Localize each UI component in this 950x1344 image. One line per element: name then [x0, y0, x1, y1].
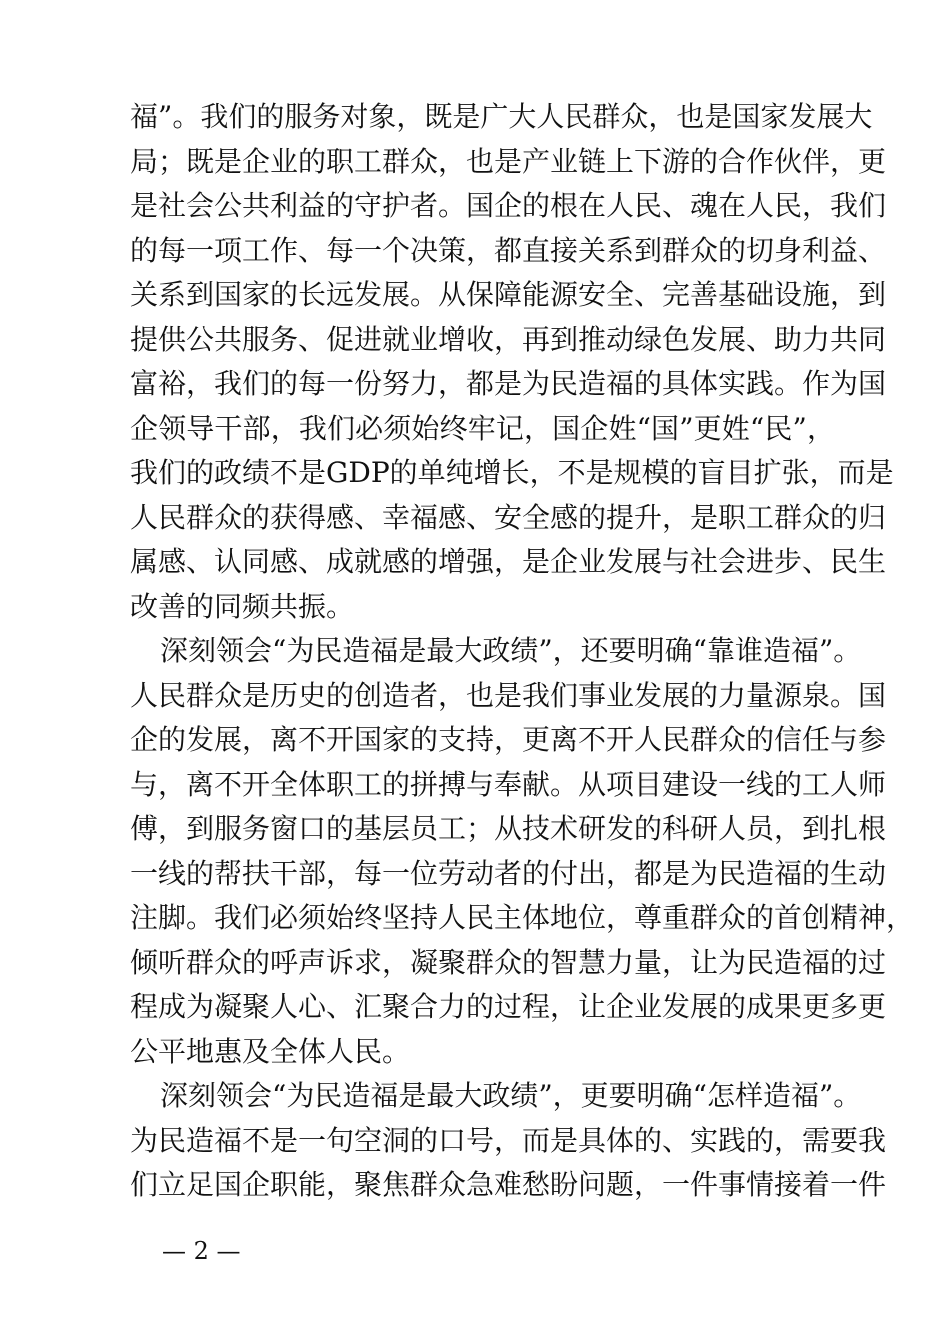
text-line: 企领导干部，我们必须始终牢记，国企姓“国”更姓“民”，: [130, 411, 835, 445]
text-line: 与，离不开全体职工的拼搏与奉献。从项目建设一线的工人师: [130, 767, 887, 801]
text-line: 富裕，我们的每一份努力，都是为民造福的具体实践。作为国: [130, 367, 887, 400]
text-line: 们立足国企职能，聚焦群众急难愁盼问题，一件事情接着一件: [130, 1168, 887, 1201]
text-line: 注脚。我们必须始终坚持人民主体地位，尊重群众的首创精神，: [130, 901, 915, 934]
text-line: 企的发展，离不开国家的支持，更离不开人民群众的信任与参: [130, 723, 887, 756]
text-line: 我们的政绩不是GDP的单纯增长，不是规模的盲目扩张，而是: [130, 456, 894, 489]
text-line: 福”。我们的服务对象，既是广大人民群众，也是国家发展大: [130, 100, 873, 133]
text-line: 是社会公共利益的守护者。国企的根在人民、魂在人民，我们: [130, 189, 887, 222]
text-line: 局；既是企业的职工群众，也是产业链上下游的合作伙伴，更: [130, 144, 887, 178]
text-line: 一线的帮扶干部，每一位劳动者的付出，都是为民造福的生动: [130, 856, 887, 890]
text-line: 改善的同频共振。: [130, 589, 355, 623]
text-line: 提供公共服务、促进就业增收，再到推动绿色发展、助力共同: [130, 322, 887, 356]
text-line: 的每一项工作、每一个决策，都直接关系到群众的切身利益、: [130, 233, 887, 267]
text-line: 为民造福不是一句空洞的口号，而是具体的、实践的，需要我: [130, 1123, 887, 1157]
paragraph-first-line: 深刻领会“为民造福是最大政绩”，更要明确“怎样造福”。: [160, 1079, 862, 1112]
text-line: 倾听群众的呼声诉求，凝聚群众的智慧力量，让为民造福的过: [130, 945, 887, 979]
page-number: — 2 —: [162, 1237, 241, 1265]
paragraph-first-line: 深刻领会“为民造福是最大政绩”，还要明确“靠谁造福”。: [160, 634, 862, 667]
text-line: 人民群众的获得感、幸福感、安全感的提升，是职工群众的归: [130, 500, 887, 534]
text-line: 人民群众是历史的创造者，也是我们事业发展的力量源泉。国: [130, 678, 887, 712]
document-body: [130, 95, 915, 1208]
text-line: 属感、认同感、成就感的增强，是企业发展与社会进步、民生: [130, 545, 887, 578]
text-line: 傅，到服务窗口的基层员工；从技术研发的科研人员，到扎根: [130, 812, 887, 845]
text-line: 关系到国家的长远发展。从保障能源安全、完善基础设施，到: [130, 278, 887, 311]
text-line: 程成为凝聚人心、汇聚合力的过程，让企业发展的成果更多更: [130, 990, 887, 1023]
text-line: 公平地惠及全体人民。: [130, 1034, 411, 1068]
